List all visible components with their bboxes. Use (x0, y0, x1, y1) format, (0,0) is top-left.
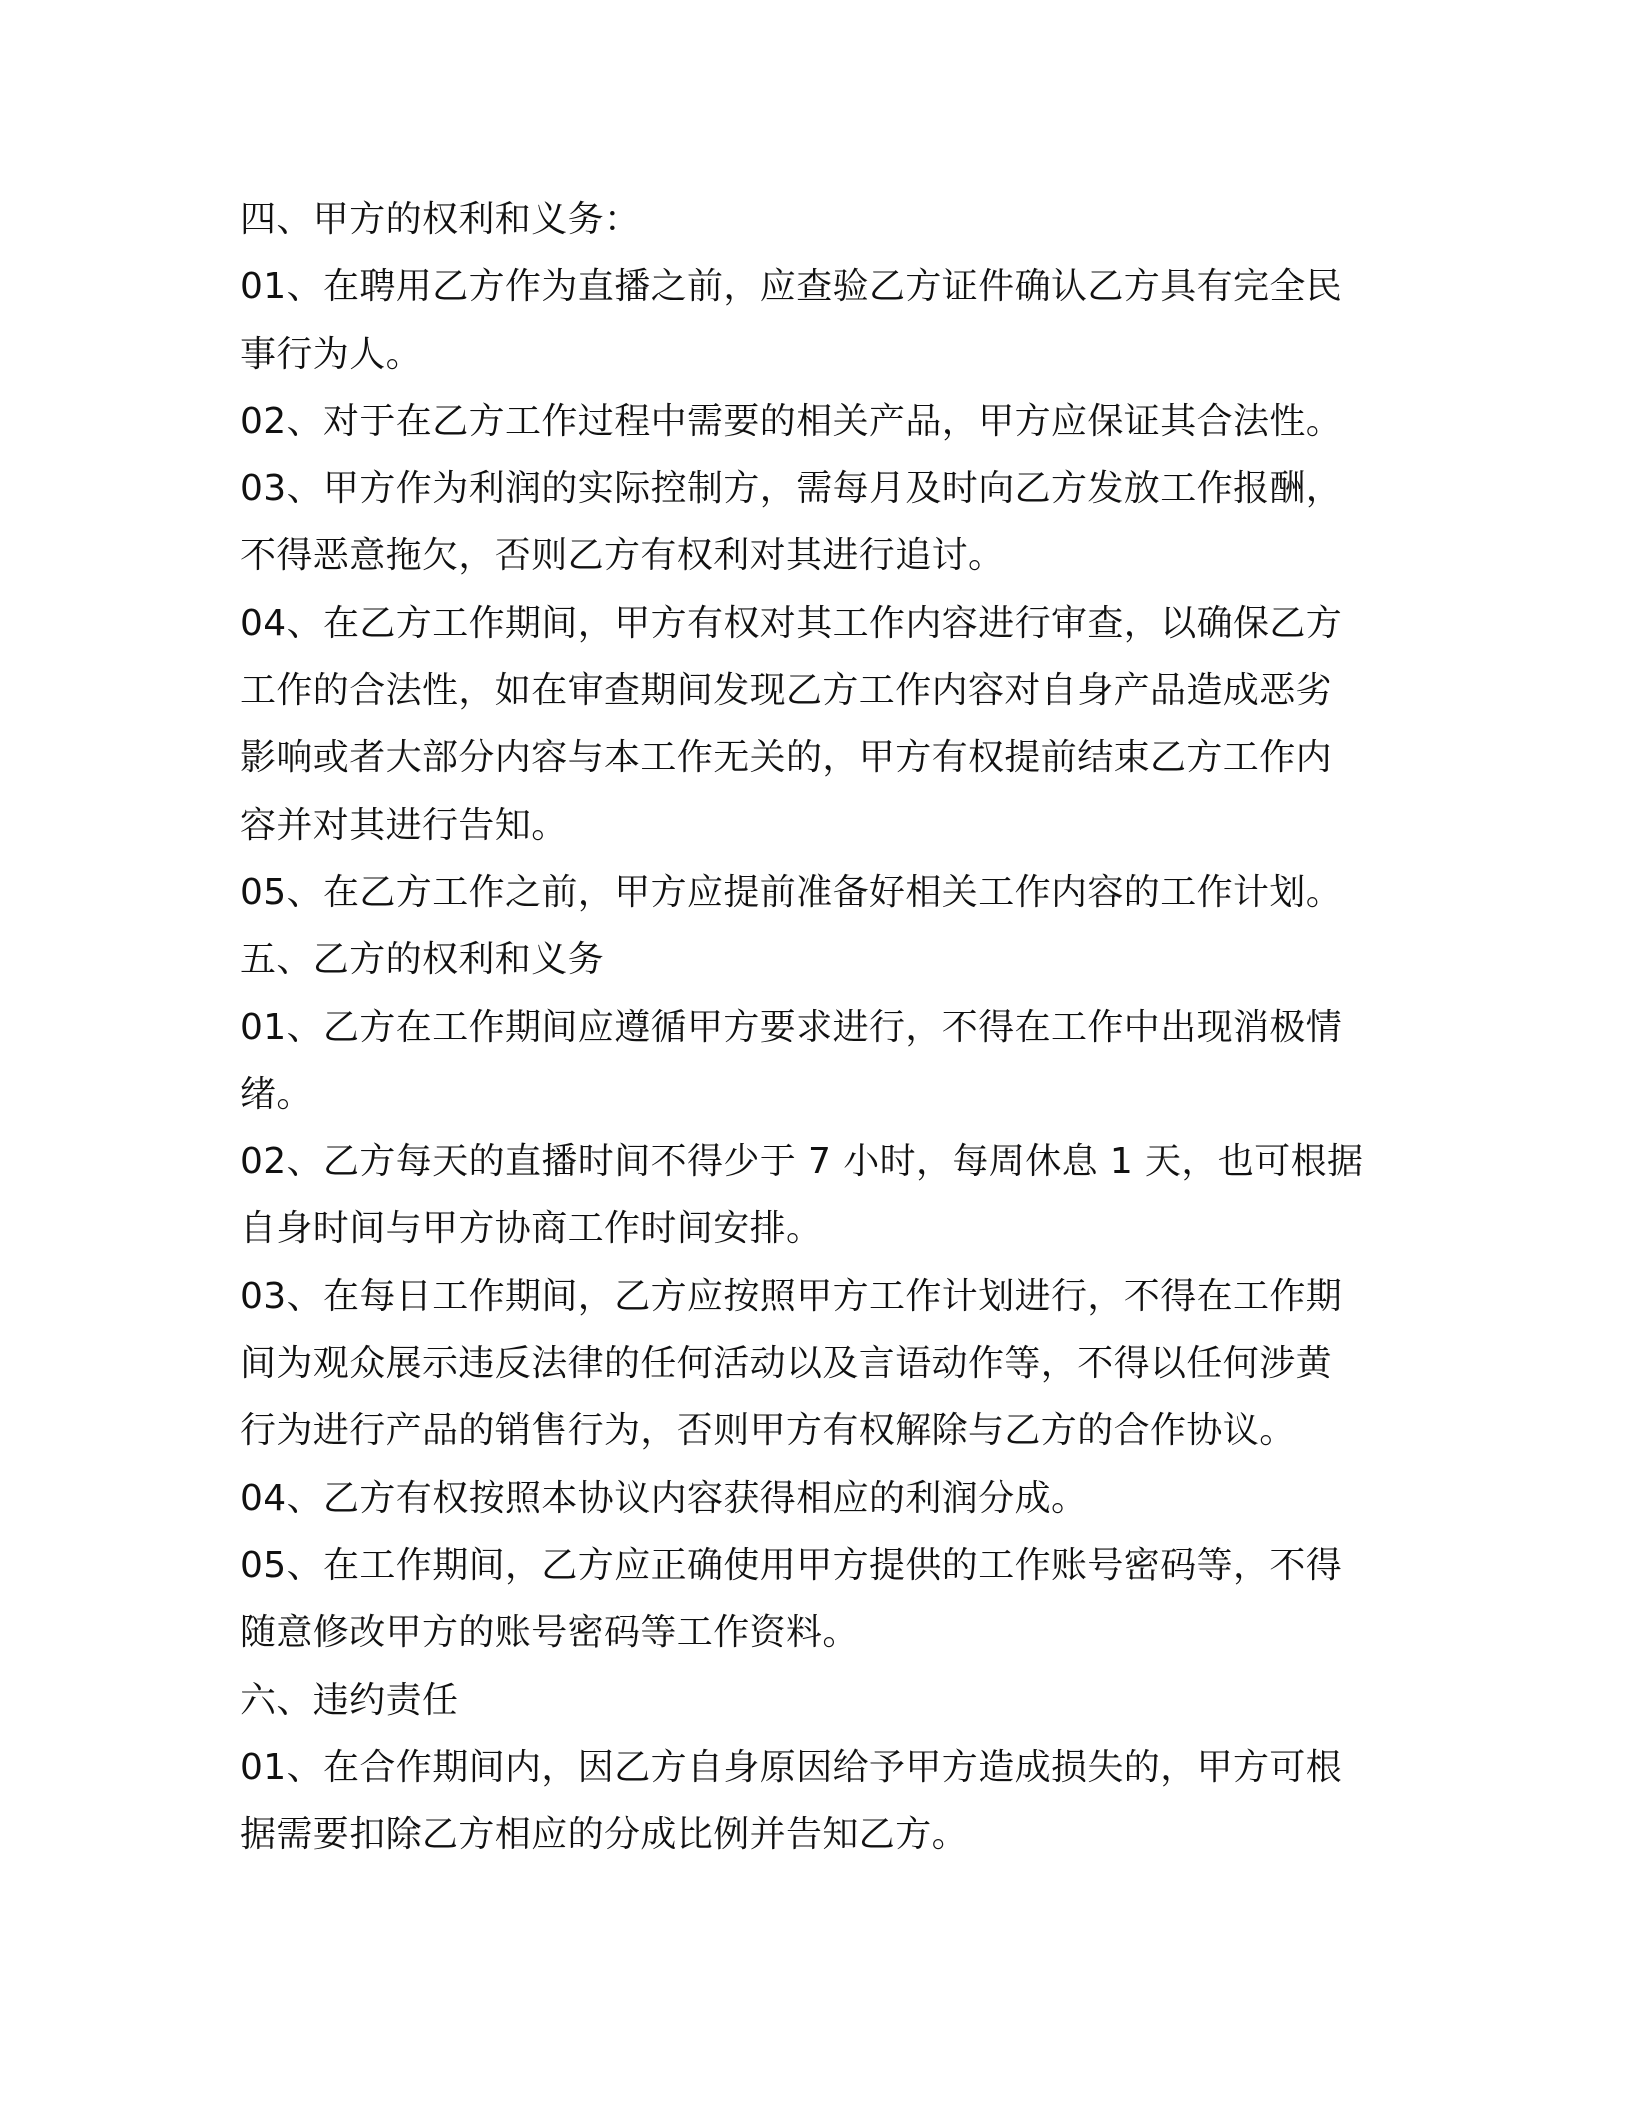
party-a-clause-04-line-4: 容并对其进行告知。 (240, 804, 568, 846)
party-a-clause-02: 02、对于在乙方工作过程中需要的相关产品，甲方应保证其合法性。 (240, 400, 1343, 442)
party-a-clause-01-line-2: 事行为人。 (240, 333, 423, 375)
party-b-clause-02-line-1: 02、乙方每天的直播时间不得少于 7 小时，每周休息 1 天，也可根据 (240, 1141, 1364, 1183)
party-a-clause-04-line-1: 04、在乙方工作期间，甲方有权对其工作内容进行审查，以确保乙方 (240, 602, 1343, 644)
party-b-clause-04: 04、乙方有权按照本协议内容获得相应的利润分成。 (240, 1477, 1088, 1519)
party-b-clause-03-line-2: 间为观众展示违反法律的任何活动以及言语动作等，不得以任何涉黄 (240, 1343, 1333, 1385)
party-a-clause-04-line-3: 影响或者大部分内容与本工作无关的，甲方有权提前结束乙方工作内 (240, 737, 1333, 779)
party-a-clause-03-line-2: 不得恶意拖欠，否则乙方有权利对其进行追讨。 (240, 535, 1005, 577)
liability-clause-01-line-1: 01、在合作期间内，因乙方自身原因给予甲方造成损失的，甲方可根 (240, 1746, 1343, 1788)
party-b-clause-02-line-2: 自身时间与甲方协商工作时间安排。 (240, 1208, 823, 1250)
party-b-clause-05-line-2: 随意修改甲方的账号密码等工作资料。 (240, 1612, 859, 1654)
party-a-clause-04-line-2: 工作的合法性，如在审查期间发现乙方工作内容对自身产品造成恶劣 (240, 670, 1333, 712)
party-b-clause-01-line-2: 绪。 (240, 1073, 313, 1115)
party-b-clause-03-line-1: 03、在每日工作期间，乙方应按照甲方工作计划进行，不得在工作期 (240, 1275, 1343, 1317)
party-b-clause-01-line-1: 01、乙方在工作期间应遵循甲方要求进行，不得在工作中出现消极情 (240, 1006, 1343, 1048)
liability-clause-01-line-2: 据需要扣除乙方相应的分成比例并告知乙方。 (240, 1814, 969, 1856)
party-a-clause-03-line-1: 03、甲方作为利润的实际控制方，需每月及时向乙方发放工作报酬， (240, 468, 1343, 510)
document-body (240, 186, 1390, 1868)
party-b-clause-03-line-3: 行为进行产品的销售行为，否则甲方有权解除与乙方的合作协议。 (240, 1410, 1296, 1452)
section-heading-party-b-rights: 五、乙方的权利和义务 (240, 939, 605, 981)
section-heading-party-a-rights: 四、甲方的权利和义务： (240, 199, 641, 240)
party-a-clause-05: 05、在乙方工作之前，甲方应提前准备好相关工作内容的工作计划。 (240, 871, 1343, 913)
party-b-clause-05-line-1: 05、在工作期间，乙方应正确使用甲方提供的工作账号密码等，不得 (240, 1544, 1343, 1586)
section-heading-liability: 六、违约责任 (240, 1679, 459, 1721)
party-a-clause-01-line-1: 01、在聘用乙方作为直播之前，应查验乙方证件确认乙方具有完全民 (240, 266, 1343, 308)
